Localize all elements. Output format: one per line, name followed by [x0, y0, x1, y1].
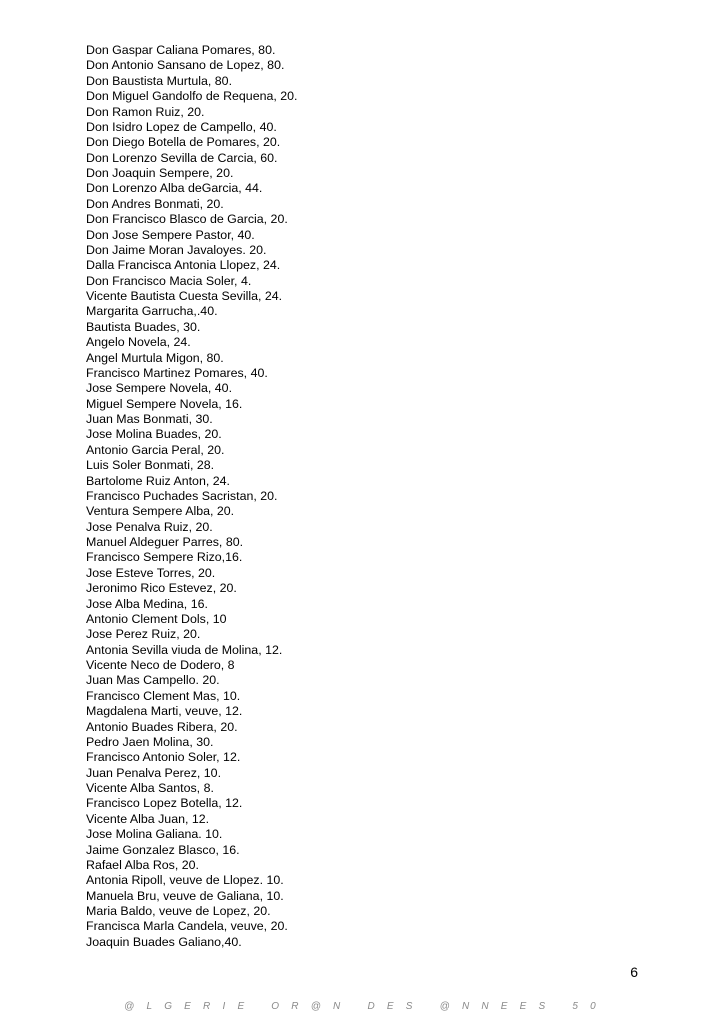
list-item: Dalla Francisca Antonia Llopez, 24. — [86, 258, 281, 273]
list-item: Manuela Bru, veuve de Galiana, 10. — [86, 888, 284, 903]
list-item: Bautista Buades, 30. — [86, 319, 201, 334]
list-item: Jose Perez Ruiz, 20. — [86, 627, 201, 642]
list-item: Don Gaspar Caliana Pomares, 80. — [86, 43, 276, 57]
list-item: Francisco Martinez Pomares, 40. — [86, 365, 268, 380]
list-item: Don Baustista Murtula, 80. — [86, 73, 233, 88]
list-item: Antonio Garcia Peral, 20. — [86, 442, 225, 457]
list-item: Antonia Ripoll, veuve de Llopez. 10. — [86, 873, 284, 888]
list-item: Maria Baldo, veuve de Lopez, 20. — [86, 904, 271, 918]
list-item: Don Ramon Ruiz, 20. — [86, 104, 205, 119]
list-item: Antonio Buades Ribera, 20. — [86, 719, 238, 734]
list-item: Vicente Neco de Dodero, 8 — [86, 658, 235, 672]
list-item: Joaquin Buades Galiano,40. — [86, 934, 242, 949]
list-item: Angelo Novela, 24. — [86, 335, 191, 350]
list-item: Jaime Gonzalez Blasco, 16. — [86, 842, 240, 857]
list-item: Don Isidro Lopez de Campello, 40. — [86, 119, 277, 134]
list-item: Don Jose Sempere Pastor, 40. — [86, 227, 255, 242]
list-item: Rafael Alba Ros, 20. — [86, 857, 199, 872]
list-item: Don Lorenzo Alba deGarcia, 44. — [86, 181, 263, 196]
list-item: Don Francisco Macia Soler, 4. — [86, 273, 252, 288]
list-item: Jose Sempere Novela, 40. — [86, 381, 233, 396]
list-item: Francisco Antonio Soler, 12. — [86, 750, 241, 765]
list-item: Don Miguel Gandolfo de Requena, 20. — [86, 89, 298, 104]
list-item: Jose Alba Medina, 16. — [86, 596, 208, 611]
list-item: Don Lorenzo Sevilla de Carcia, 60. — [86, 150, 278, 165]
list-item: Don Jaime Moran Javaloyes. 20. — [86, 242, 267, 257]
list-item: Bartolome Ruiz Anton, 24. — [86, 473, 230, 488]
list-item: Margarita Garrucha,.40. — [86, 304, 218, 319]
list-item: Jose Esteve Torres, 20. — [86, 565, 216, 580]
list-item: Don Joaquin Sempere, 20. — [86, 166, 234, 180]
list-item: Antonio Clement Dols, 10 — [86, 611, 227, 626]
list-item: Juan Mas Bonmati, 30. — [86, 412, 213, 426]
list-item: Antonia Sevilla viuda de Molina, 12. — [86, 642, 283, 657]
list-item: Pedro Jaen Molina, 30. — [86, 734, 214, 749]
list-item: Francisco Puchades Sacristan, 20. — [86, 488, 278, 503]
list-item: Francisco Clement Mas, 10. — [86, 688, 241, 703]
list-item: Juan Penalva Perez, 10. — [86, 765, 222, 780]
list-item: Jeronimo Rico Estevez, 20. — [86, 581, 237, 596]
page-number: 6 — [630, 964, 638, 980]
name-list — [86, 43, 297, 950]
list-item: Luis Soler Bonmati, 28. — [86, 458, 215, 473]
list-item: Don Diego Botella de Pomares, 20. — [86, 135, 281, 150]
list-item: Don Francisco Blasco de Garcia, 20. — [86, 212, 288, 227]
page-footer: @LGERIE OR@N DES @NNEES 50 — [124, 1001, 608, 1012]
list-item: Jose Penalva Ruiz, 20. — [86, 519, 213, 534]
list-item: Miguel Sempere Novela, 16. — [86, 396, 243, 411]
list-item: Angel Murtula Migon, 80. — [86, 350, 224, 365]
list-item: Juan Mas Campello. 20. — [86, 673, 220, 688]
list-item: Francisca Marla Candela, veuve, 20. — [86, 919, 288, 934]
list-item: Ventura Sempere Alba, 20. — [86, 504, 235, 519]
list-item: Jose Molina Galiana. 10. — [86, 827, 223, 842]
list-item: Magdalena Marti, veuve, 12. — [86, 704, 243, 719]
list-item: Vicente Alba Juan, 12. — [86, 811, 210, 826]
list-item: Vicente Alba Santos, 8. — [86, 781, 214, 795]
list-item: Don Antonio Sansano de Lopez, 80. — [86, 58, 285, 73]
list-item: Manuel Aldeguer Parres, 80. — [86, 535, 244, 549]
list-item: Francisco Sempere Rizo,16. — [86, 550, 243, 565]
list-item: Jose Molina Buades, 20. — [86, 427, 222, 442]
list-item: Francisco Lopez Botella, 12. — [86, 796, 243, 811]
list-item: Don Andres Bonmati, 20. — [86, 196, 224, 211]
list-item: Vicente Bautista Cuesta Sevilla, 24. — [86, 289, 283, 303]
